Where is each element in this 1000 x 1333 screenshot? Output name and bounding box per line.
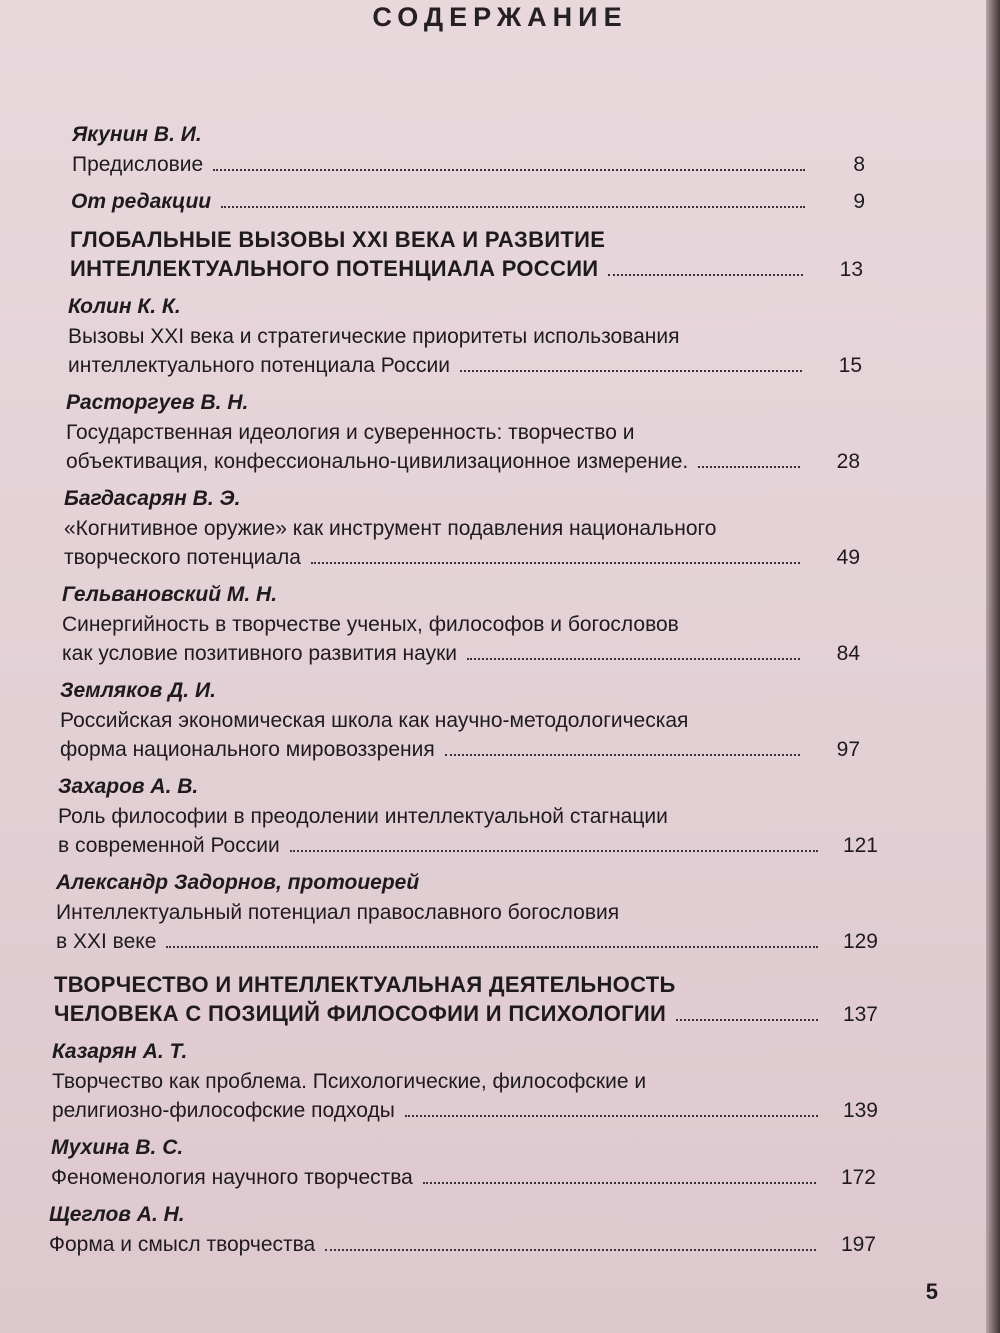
toc-entry-title: Предисловие: [72, 153, 204, 176]
toc-entry-title: Российская экономическая школа как научно-методологическая: [60, 709, 689, 732]
toc-entry-page: 15: [838, 354, 862, 377]
toc-entry-page: 49: [836, 546, 860, 569]
toc-entry-kazaryan: [0, 1037, 1000, 1125]
toc-entry-zadornov: [0, 868, 1000, 956]
dot-leader: [311, 544, 800, 564]
toc-entry-title: в XXI веке: [56, 930, 157, 953]
toc-entry-title: религиозно-философские подходы: [52, 1099, 395, 1122]
toc-entry-author: Захаров А. В.: [58, 775, 199, 798]
toc-entry-line: [60, 735, 860, 764]
toc-entry-author: Колин К. К.: [68, 295, 181, 318]
toc-entry-page: 84: [836, 642, 860, 665]
toc-entry-line: [71, 187, 865, 217]
toc-entry-author: Якунин В. И.: [72, 123, 202, 146]
toc-entry-mukhina: [0, 1133, 1000, 1192]
toc-entry-title: «Когнитивное оружие» как инструмент подавления национального: [64, 517, 717, 540]
toc-section-title: ТВОРЧЕСТВО И ИНТЕЛЛЕКТУАЛЬНАЯ ДЕЯТЕЛЬНОСТЬ: [54, 972, 676, 997]
toc-entry-title: объективация, конфессионально-цивилизационное измерение.: [66, 450, 689, 473]
toc-entry-author: Гельвановский М. Н.: [62, 583, 278, 606]
toc-entry-author: Казарян А. Т.: [52, 1040, 188, 1063]
toc-entry-line: [72, 150, 865, 179]
dot-leader: [405, 1097, 818, 1117]
toc-entry-page: 139: [842, 1099, 878, 1122]
toc-entry-yakunin: [0, 120, 1000, 179]
dot-leader: [698, 448, 800, 468]
toc-entry-page: 8: [853, 153, 865, 176]
toc-entry-line: [52, 1096, 878, 1125]
toc-entry-bagdasaryan: [0, 484, 1000, 572]
toc-entry-line: [64, 543, 860, 572]
toc-entry-author: Александр Задорнов, протоиерей: [56, 871, 420, 894]
toc-entry-zakharov: [0, 772, 1000, 860]
toc-entry-author: Земляков Д. И.: [60, 679, 216, 702]
toc-entry-line: [58, 831, 878, 860]
dot-leader: [290, 832, 818, 852]
toc-entry-kolin: [0, 292, 1000, 380]
toc-entry-author: От редакции: [71, 190, 212, 213]
dot-leader: [221, 188, 805, 208]
toc-entry-page: 197: [840, 1233, 876, 1256]
toc-entry-title: Государственная идеология и суверенность: творчество и: [66, 421, 635, 444]
toc-entry-page: 129: [842, 930, 878, 953]
toc-section-title: ЧЕЛОВЕКА С ПОЗИЦИЙ ФИЛОСОФИИ И ПСИХОЛОГИИ: [54, 1001, 667, 1026]
toc-entry-page: 121: [842, 834, 878, 857]
toc-entry-title: в современной России: [58, 834, 280, 857]
toc-entry-title: интеллектуального потенциала России: [68, 354, 450, 377]
page-title: СОДЕРЖАНИЕ: [372, 2, 628, 32]
toc-entry-line: [54, 999, 878, 1029]
toc-list: [0, 120, 1000, 1267]
toc-entry-title: форма национального мировоззрения: [60, 738, 435, 761]
toc-entry-line: [51, 1163, 876, 1192]
dot-leader: [423, 1164, 816, 1184]
dot-leader: [467, 640, 800, 660]
toc-entry-editorial: [0, 187, 1000, 217]
toc-entry-title: Феноменология научного творчества: [51, 1166, 413, 1189]
dot-leader: [445, 736, 800, 756]
toc-entry-page: 9: [853, 190, 865, 213]
toc-entry-page: 28: [836, 450, 860, 473]
toc-entry-author: Мухина В. С.: [51, 1136, 184, 1159]
toc-section-title: ГЛОБАЛЬНЫЕ ВЫЗОВЫ XXI ВЕКА И РАЗВИТИЕ: [70, 227, 606, 252]
toc-entry-author: Щеглов А. Н.: [49, 1203, 185, 1226]
toc-entry-title: Форма и смысл творчества: [49, 1233, 316, 1256]
toc-entry-line: [62, 639, 860, 668]
dot-leader: [166, 928, 818, 948]
dot-leader: [460, 352, 802, 372]
toc-entry-page: 13: [839, 258, 863, 281]
toc-entry-shcheglov: [0, 1200, 1000, 1259]
toc-entry-page: 172: [840, 1166, 876, 1189]
toc-entry-line: [70, 254, 863, 284]
toc-entry-title: Синергийность в творчестве ученых, философов и богословов: [62, 613, 679, 636]
toc-entry-title: как условие позитивного развития науки: [62, 642, 458, 665]
dot-leader: [325, 1231, 816, 1251]
toc-entry-page: 97: [836, 738, 860, 761]
toc-entry-rastorguev: [0, 388, 1000, 476]
dot-leader: [213, 151, 805, 171]
toc-entry-title: Вызовы XXI века и стратегические приоритеты использования: [68, 325, 680, 348]
toc-entry-page: 137: [842, 1003, 878, 1026]
toc-section-title: ИНТЕЛЛЕКТУАЛЬНОГО ПОТЕНЦИАЛА РОССИИ: [70, 256, 599, 281]
toc-entry-gelvanovsky: [0, 580, 1000, 668]
toc-entry-title: Творчество как проблема. Психологические, философские и: [52, 1070, 647, 1093]
toc-entry-line: [66, 447, 860, 476]
toc-section-global-challenges: [0, 225, 1000, 284]
toc-section-creativity: [0, 970, 1000, 1029]
toc-entry-line: [56, 927, 878, 956]
toc-entry-line: [68, 351, 862, 380]
toc-entry-author: Расторгуев В. Н.: [66, 391, 249, 414]
toc-entry-title: Роль философии в преодолении интеллектуальной стагнации: [58, 805, 668, 828]
dot-leader: [608, 256, 803, 276]
toc-entry-zemlyakov: [0, 676, 1000, 764]
toc-entry-author: Багдасарян В. Э.: [64, 487, 241, 510]
page-number: 5: [925, 1279, 938, 1304]
toc-entry-title: Интеллектуальный потенциал православного богословия: [56, 901, 620, 924]
toc-entry-line: [49, 1230, 876, 1259]
dot-leader: [676, 1001, 818, 1021]
toc-entry-title: творческого потенциала: [64, 546, 301, 569]
